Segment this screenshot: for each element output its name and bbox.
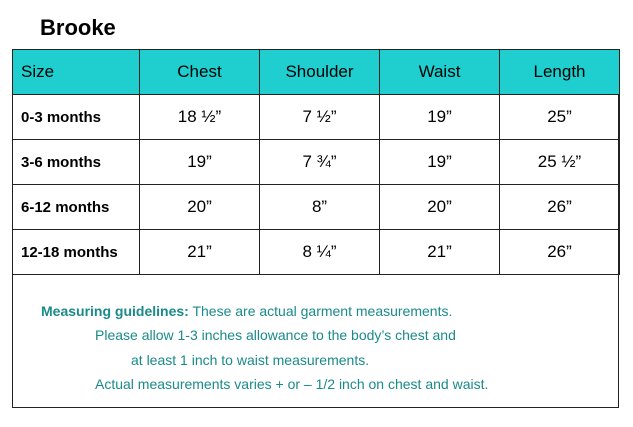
chest-cell: 20” bbox=[140, 185, 260, 230]
chest-cell: 18 ½” bbox=[140, 95, 260, 140]
chart-title: Brooke bbox=[40, 15, 116, 40]
size-chart bbox=[12, 49, 619, 408]
shoulder-cell: 7 ½” bbox=[260, 95, 380, 140]
guideline-text-1: These are actual garment measurements. bbox=[188, 303, 453, 319]
chest-cell: 21” bbox=[140, 230, 260, 275]
waist-cell: 21” bbox=[380, 230, 500, 275]
table-row bbox=[13, 185, 620, 230]
length-cell: 25 ½” bbox=[500, 140, 620, 185]
header-length: Length bbox=[500, 50, 620, 95]
shoulder-cell: 8” bbox=[260, 185, 380, 230]
guideline-line-2: Please allow 1-3 inches allowance to the body’s chest and bbox=[95, 327, 456, 343]
waist-cell: 20” bbox=[380, 185, 500, 230]
shoulder-cell: 8 ¼” bbox=[260, 230, 380, 275]
header-row bbox=[13, 50, 620, 95]
guideline-line-4: Actual measurements varies + or – 1/2 inch on chest and waist. bbox=[95, 376, 489, 392]
header-chest: Chest bbox=[140, 50, 260, 95]
size-table bbox=[12, 49, 620, 275]
shoulder-cell: 7 ¾” bbox=[260, 140, 380, 185]
length-cell: 26” bbox=[500, 230, 620, 275]
table-row bbox=[13, 140, 620, 185]
length-cell: 26” bbox=[500, 185, 620, 230]
header-waist: Waist bbox=[380, 50, 500, 95]
guidelines-label: Measuring guidelines: bbox=[41, 303, 189, 319]
table-row bbox=[13, 95, 620, 140]
waist-cell: 19” bbox=[380, 140, 500, 185]
guideline-line-1 bbox=[41, 298, 452, 324]
size-cell: 3-6 months bbox=[13, 140, 140, 185]
guideline-line-3: at least 1 inch to waist measurements. bbox=[131, 352, 370, 368]
size-cell: 0-3 months bbox=[13, 95, 140, 140]
header-shoulder: Shoulder bbox=[260, 50, 380, 95]
length-cell: 25” bbox=[500, 95, 620, 140]
waist-cell: 19” bbox=[380, 95, 500, 140]
size-cell: 6-12 months bbox=[13, 185, 140, 230]
header-size: Size bbox=[13, 50, 140, 95]
chest-cell: 19” bbox=[140, 140, 260, 185]
table-row bbox=[13, 230, 620, 275]
measuring-guidelines bbox=[13, 279, 618, 407]
size-cell: 12-18 months bbox=[13, 230, 140, 275]
